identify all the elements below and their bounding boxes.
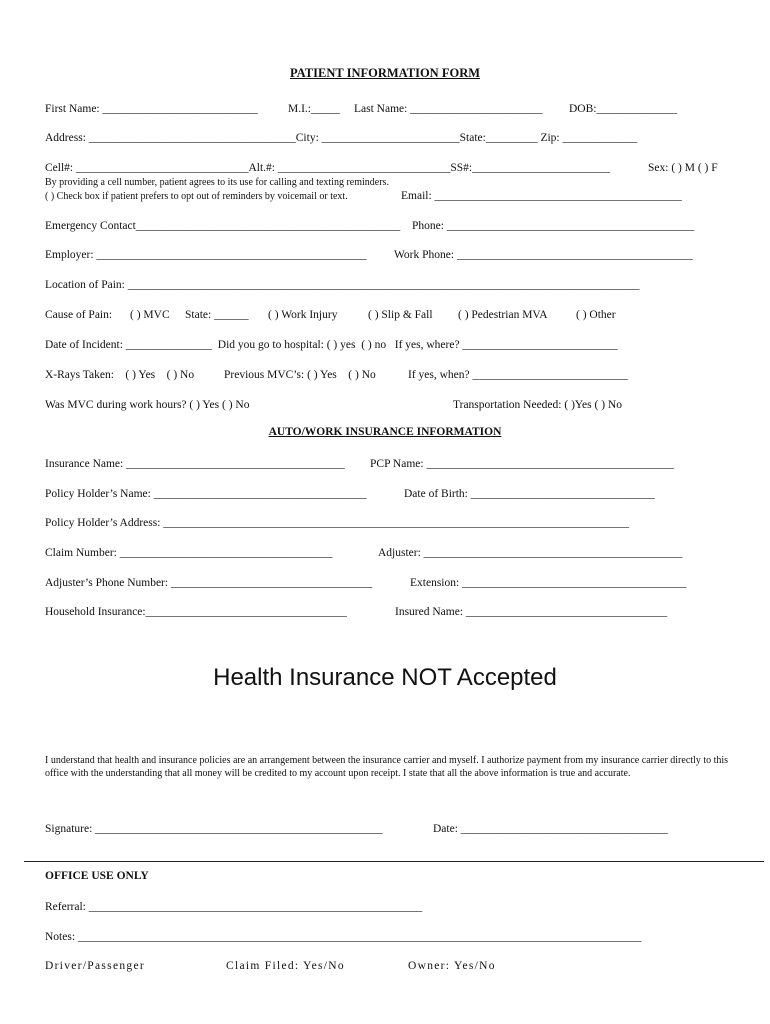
slip-fall-checkbox[interactable]: ( ) Slip & Fall — [368, 309, 433, 321]
claim-filed-field[interactable]: Claim Filed: Yes/No — [226, 960, 345, 972]
adjuster-field[interactable]: Adjuster: _____________________________________________ — [378, 547, 683, 559]
state-field[interactable]: State: ______ — [185, 309, 249, 321]
household-insurance-field[interactable]: Household Insurance:___________________________________ — [45, 606, 347, 618]
divider — [24, 861, 764, 862]
work-injury-checkbox[interactable]: ( ) Work Injury — [268, 309, 338, 321]
transportation-needed-field[interactable]: Transportation Needed: ( )Yes ( ) No — [453, 399, 622, 411]
owner-field[interactable]: Owner: Yes/No — [408, 960, 496, 972]
mvc-work-hours-field[interactable]: Was MVC during work hours? ( ) Yes ( ) No — [45, 399, 250, 411]
referral-field[interactable]: Referral: __________________________________________________________ — [45, 901, 423, 913]
address-row[interactable]: Address: ____________________________________City: ________________________State:_________ Zip: _____________ — [45, 132, 638, 144]
first-name-field[interactable]: First Name: ___________________________ — [45, 103, 258, 115]
emergency-phone-field[interactable]: Phone: ___________________________________________ — [412, 220, 695, 232]
health-insurance-notice: Health Insurance NOT Accepted — [213, 664, 557, 691]
previous-mvc-when-field[interactable]: If yes, when? ___________________________ — [408, 369, 628, 381]
insured-name-field[interactable]: Insured Name: ___________________________________ — [395, 606, 668, 618]
sex-field[interactable]: Sex: ( ) M ( ) F — [648, 162, 718, 174]
insurance-section-title: AUTO/WORK INSURANCE INFORMATION — [268, 426, 502, 438]
location-of-pain-field[interactable]: Location of Pain: _________________________________________________________________________________________ — [45, 279, 640, 291]
form-title: PATIENT INFORMATION FORM — [289, 66, 481, 80]
work-phone-field[interactable]: Work Phone: _________________________________________ — [394, 249, 693, 261]
opt-out-checkbox[interactable]: ( ) Check box if patient prefers to opt out of reminders by voicemail or text. — [45, 191, 348, 202]
insurance-name-field[interactable]: Insurance Name: ______________________________________ — [45, 458, 345, 470]
consent-paragraph: I understand that health and insurance policies are an arrangement between the insurance carrier and myself. I authorize payment from my insurance carrier directly to this office with the understanding that all money will be credited to my account upon receipt. I state that all the above information is true and accurate. — [45, 755, 729, 779]
dob-field[interactable]: DOB:______________ — [569, 103, 677, 115]
mvc-checkbox[interactable]: ( ) MVC — [130, 309, 170, 321]
policy-holder-dob-field[interactable]: Date of Birth: ________________________________ — [404, 488, 655, 500]
policy-holder-address-field[interactable]: Policy Holder’s Address: _________________________________________________________________________________ — [45, 517, 630, 529]
claim-number-field[interactable]: Claim Number: _____________________________________ — [45, 547, 333, 559]
adjuster-phone-field[interactable]: Adjuster’s Phone Number: ___________________________________ — [45, 577, 373, 589]
xrays-field[interactable]: X-Rays Taken: ( ) Yes ( ) No — [45, 369, 195, 381]
cause-of-pain-label: Cause of Pain: — [45, 309, 113, 321]
incident-hospital-row[interactable]: Date of Incident: _______________ Did you go to hospital: ( ) yes ( ) no If yes, where? ___________________________ — [45, 339, 618, 351]
extension-field[interactable]: Extension: _______________________________________ — [410, 577, 687, 589]
driver-passenger-field[interactable]: Driver/Passenger — [45, 960, 145, 972]
policy-holder-name-field[interactable]: Policy Holder’s Name: _____________________________________ — [45, 488, 367, 500]
date-field[interactable]: Date: ____________________________________ — [433, 823, 668, 835]
last-name-field[interactable]: Last Name: _______________________ — [354, 103, 543, 115]
employer-field[interactable]: Employer: _______________________________________________ — [45, 249, 367, 261]
notes-field[interactable]: Notes: __________________________________________________________________________________________________ — [45, 931, 642, 943]
other-checkbox[interactable]: ( ) Other — [576, 309, 616, 321]
sms-consent-note: By providing a cell number, patient agrees to its use for calling and texting reminders. — [45, 177, 389, 188]
phone-ssn-row[interactable]: Cell#: ______________________________Alt.#: ______________________________SS#:________________________ — [45, 162, 611, 174]
signature-field[interactable]: Signature: __________________________________________________ — [45, 823, 383, 835]
emergency-contact-field[interactable]: Emergency Contact______________________________________________ — [45, 220, 401, 232]
pcp-name-field[interactable]: PCP Name: ___________________________________________ — [370, 458, 674, 470]
previous-mvc-field[interactable]: Previous MVC’s: ( ) Yes ( ) No — [224, 369, 376, 381]
email-field[interactable]: Email: ___________________________________________ — [401, 190, 682, 202]
office-use-title: OFFICE USE ONLY — [45, 870, 149, 882]
pedestrian-mva-checkbox[interactable]: ( ) Pedestrian MVA — [458, 309, 548, 321]
middle-initial-field[interactable]: M.I.:_____ — [288, 103, 340, 115]
